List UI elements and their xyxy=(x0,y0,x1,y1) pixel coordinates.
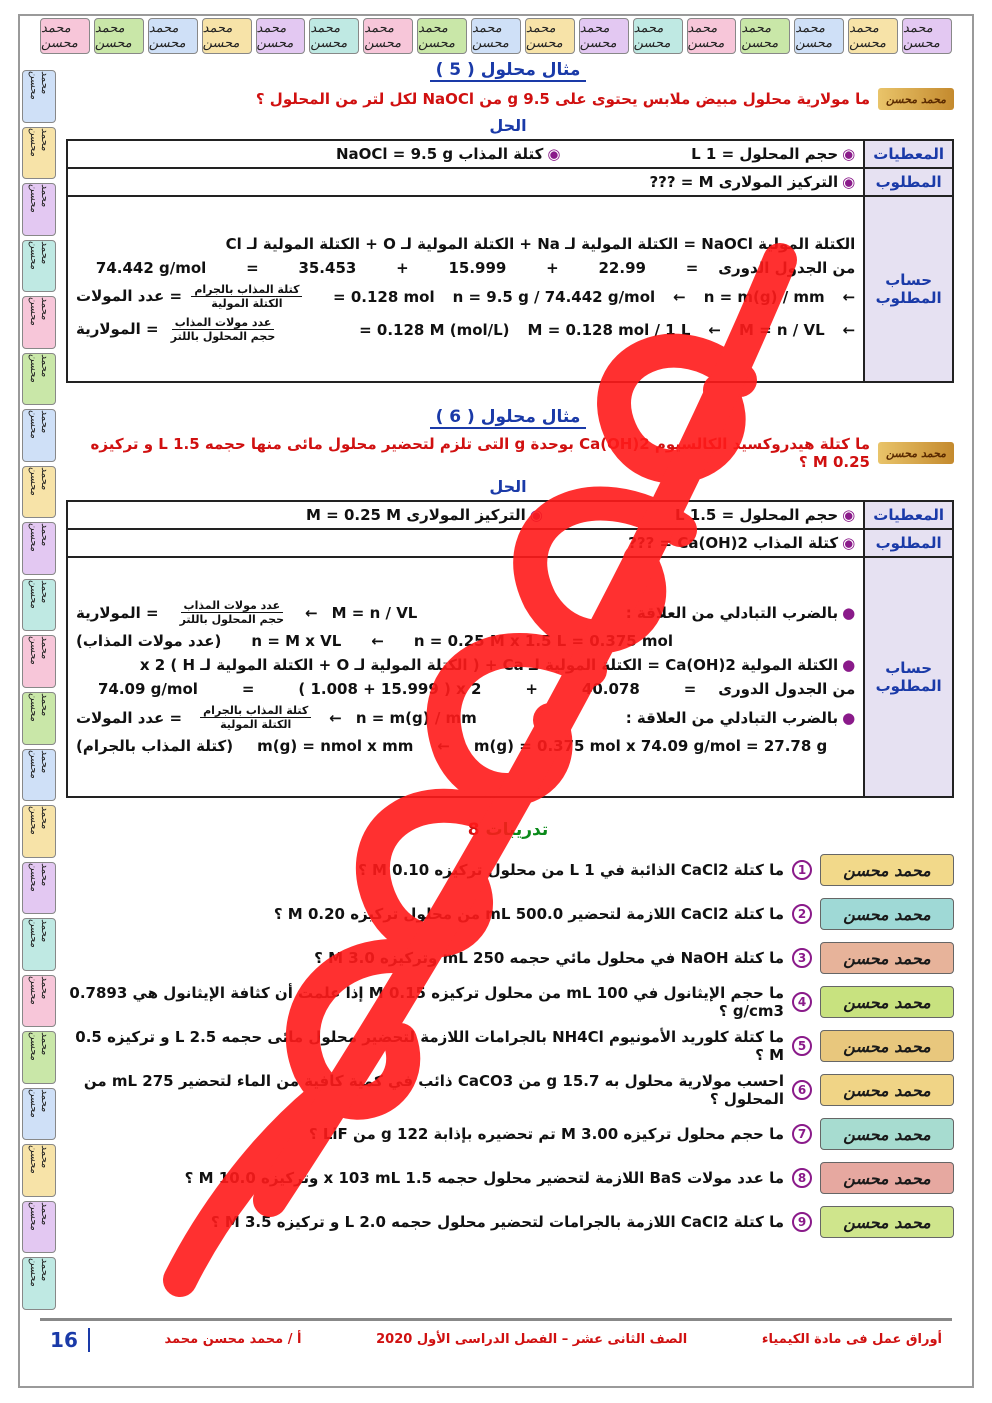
molar-mass-ca: 40.078 xyxy=(581,680,640,698)
molar-mass-total: 74.09 g/mol xyxy=(97,680,198,698)
moles-result: = 0.128 mol xyxy=(333,287,435,306)
moles-label: عدد المولات xyxy=(76,708,165,727)
drill-item xyxy=(62,848,954,892)
drill-number: 8 xyxy=(792,1168,812,1188)
target-bullet-icon: ◉ xyxy=(529,506,543,524)
decor-tile: محمد محسن xyxy=(740,18,790,54)
drill-item xyxy=(62,1024,954,1068)
drill-item xyxy=(62,1068,954,1112)
target-bullet-icon: ◉ xyxy=(842,506,856,524)
calculation-cell: ●بالضرب التبادلي من العلاقة : M = n / VL ← $\frac{\text{عدد مولات المذاب}}{\text{حجم المحلول باللتر}}$ = المولارية n = 0.25 M x 1.5 L = 0.375 mol ← n = M x VL (عدد مولات المذاب) ●الكتلة المولية Ca(OH)2 = الكتلة المولية لـ Ca + ( الكتلة المولية لـ O + الكتلة المولية لـ H ) x 2 من الجدول الدورى 74.09 g/mol = ( 1.008 + 15.999 ) x 2 + 40.078 = ●بالضرب التبادلي من العلاقة : n = m(g) / mm ← $\frac{\text{كتلة المذاب بالجرام}}{\text{الكتلة المولية}}$ = عدد المولات m(g) = 0.375 mol x 74.09 g/mol = 27.78 g ← m(g) = nmol x mm (كتلة المذاب بالجرام) xyxy=(67,557,864,797)
example-5-question xyxy=(62,88,954,110)
bullet-icon: ● xyxy=(842,603,856,622)
molarity-label: المولارية xyxy=(76,320,141,338)
givens-row xyxy=(67,501,953,529)
footer-author: أ / محمد محسن محمد xyxy=(164,1332,302,1347)
drill-number: 2 xyxy=(792,904,812,924)
decor-tile: محمد محسن xyxy=(22,1201,56,1254)
decor-tile: محمد محسن xyxy=(525,18,575,54)
givens-heading: المعطيات xyxy=(864,501,953,529)
required-row xyxy=(67,529,953,557)
decor-tile: محمد محسن xyxy=(471,18,521,54)
decor-tile: محمد محسن xyxy=(256,18,306,54)
moles-formula: n = m(g) / mm xyxy=(355,708,477,727)
decor-tile: محمد محسن xyxy=(848,18,898,54)
drill-text: ما كتلة CaCl2 اللازمة لتحضير 500.0 mL من محلول تركيزه 0.20 M ؟ xyxy=(273,905,784,923)
molar-mass-cl: 35.453 xyxy=(298,259,357,277)
decor-tile: محمد محسن xyxy=(202,18,252,54)
drills-title xyxy=(62,820,954,840)
moles-result: n = 0.25 M x 1.5 L = 0.375 mol xyxy=(413,632,673,650)
drill-text: ما كتلة NaOH في محلول مائي حجمه 250 mL وتركيزه 3.0 M ؟ xyxy=(314,949,784,967)
drills-title-text: تدريبات xyxy=(485,820,549,840)
moles-word-fraction xyxy=(191,283,302,310)
cross-multiply-label: بالضرب التبادلي من العلاقة : xyxy=(625,603,839,622)
example-5-solution-label: الحل xyxy=(489,116,527,135)
footer-term: الصف الثانى عشر – الفصل الدراسى الأول 2020 xyxy=(376,1332,688,1347)
decor-tile: محمد محسن xyxy=(22,1088,56,1141)
decor-tile: محمد محسن xyxy=(22,353,56,406)
givens-cell xyxy=(67,140,864,168)
drill-tag-logo: محمد محسن xyxy=(820,986,954,1018)
molarity-word-fraction xyxy=(177,599,288,626)
decor-tile: محمد محسن xyxy=(417,18,467,54)
molarity-label: المولارية xyxy=(76,603,141,622)
signature-logo: محمد محسن xyxy=(878,88,954,110)
example-6-title xyxy=(62,407,954,429)
fraction-denominator: حجم المحلول باللتر xyxy=(170,330,276,343)
moles-formula: n = M x VL xyxy=(251,632,342,650)
decor-tile: محمد محسن xyxy=(633,18,683,54)
example-6-solution-table xyxy=(66,500,954,798)
drill-text: احسب مولارية محلول به 15.7 g من CaCO3 ذائب في كمية كافية من الماء لتحضير 275 mL من المحلول ؟ xyxy=(83,1072,784,1108)
footer-subject: أوراق عمل فى مادة الكيمياء xyxy=(761,1332,942,1347)
decor-tile: محمد محسن xyxy=(22,522,56,575)
target-bullet-icon: ◉ xyxy=(842,534,856,552)
target-bullet-icon: ◉ xyxy=(842,145,856,163)
molarity-word-fraction xyxy=(168,316,279,343)
decor-tile: محمد محسن xyxy=(22,409,56,462)
drill-number: 7 xyxy=(792,1124,812,1144)
drill-text: ما حجم محلول تركيزه 3.00 M تم تحضيره بإذابة 122 g من LiF ؟ xyxy=(308,1125,784,1143)
required-value: التركيز المولارى M = ??? xyxy=(649,173,839,191)
decor-tile: محمد محسن xyxy=(22,862,56,915)
decor-tile: محمد محسن xyxy=(22,635,56,688)
calculation-heading: حساب المطلوب xyxy=(864,557,953,797)
decor-tile: محمد محسن xyxy=(22,975,56,1028)
decor-tile: محمد محسن xyxy=(22,1257,56,1310)
givens-row xyxy=(67,140,953,168)
decor-tile: محمد محسن xyxy=(309,18,359,54)
decor-tile: محمد محسن xyxy=(94,18,144,54)
example-5-question-text: ما مولارية محلول مبيض ملابس يحتوى على 9.5 g من NaOCl لكل لتر من المحلول ؟ xyxy=(255,90,870,108)
periodic-table-label: من الجدول الدورى xyxy=(718,259,856,277)
example-6-title-text: مثال محلول ( 6 ) xyxy=(430,407,587,429)
given-mass: كتلة المذاب NaOCl = 9.5 g xyxy=(336,145,544,163)
decor-tile: محمد محسن xyxy=(579,18,629,54)
drill-text: ما كتلة كلوريد الأمونيوم NH4Cl بالجرامات اللازمة لتحضير محلول مائى حجمه 2.5 L و تركيزه 0.5 M ؟ xyxy=(75,1028,784,1064)
example-5-title-text: مثال محلول ( 5 ) xyxy=(430,60,587,82)
givens-heading: المعطيات xyxy=(864,140,953,168)
moles-formula: n = m(g) / mm xyxy=(703,287,825,306)
example-5-solution-table xyxy=(66,139,954,383)
fraction-numerator: عدد مولات المذاب xyxy=(181,599,284,613)
given-volume: حجم المحلول = 1 L xyxy=(691,145,839,163)
moles-label: عدد المولات xyxy=(76,287,165,305)
fraction-numerator: كتلة المذاب بالجرام xyxy=(191,283,302,297)
fraction-numerator: عدد مولات المذاب xyxy=(172,316,275,330)
decor-tile: محمد محسن xyxy=(687,18,737,54)
drill-number: 5 xyxy=(792,1036,812,1056)
fraction-denominator: الكتلة المولية xyxy=(220,718,292,731)
moles-label: (عدد مولات المذاب) xyxy=(76,632,222,650)
target-bullet-icon: ◉ xyxy=(547,145,561,163)
worksheet-content xyxy=(62,58,954,1244)
drill-number: 4 xyxy=(792,992,812,1012)
drill-number: 9 xyxy=(792,1212,812,1232)
bullet-icon: ● xyxy=(842,708,856,727)
molarity-formula: M = n / VL xyxy=(738,320,825,339)
example-6-solution-label: الحل xyxy=(489,477,527,496)
example-5-title xyxy=(62,60,954,82)
molar-mass-oh: ( 1.008 + 15.999 ) x 2 xyxy=(298,680,482,698)
drills-list xyxy=(62,848,954,1244)
drill-tag-logo: محمد محسن xyxy=(820,942,954,974)
molar-mass-total: 74.442 g/mol xyxy=(95,259,207,277)
drill-item xyxy=(62,980,954,1024)
required-cell xyxy=(67,529,864,557)
drill-item xyxy=(62,1200,954,1244)
molarity-substitution: M = 0.128 mol / 1 L xyxy=(527,320,691,339)
decor-tile: محمد محسن xyxy=(794,18,844,54)
example-6-question xyxy=(62,435,954,471)
molar-mass-relation: الكتلة المولية NaOCl = الكتلة المولية لـ Na + الكتلة المولية لـ O + الكتلة المولية لـ Cl xyxy=(225,235,856,253)
decor-tile: محمد محسن xyxy=(902,18,952,54)
decor-tile: محمد محسن xyxy=(22,127,56,180)
decor-tile: محمد محسن xyxy=(22,70,56,123)
drill-item xyxy=(62,936,954,980)
drill-item xyxy=(62,1112,954,1156)
decor-tile: محمد محسن xyxy=(363,18,413,54)
calculation-heading: حساب المطلوب xyxy=(864,196,953,382)
decor-tile: محمد محسن xyxy=(22,1144,56,1197)
drill-tag-logo: محمد محسن xyxy=(820,1162,954,1194)
cross-multiply-label: بالضرب التبادلي من العلاقة : xyxy=(625,708,839,727)
required-row xyxy=(67,168,953,196)
decor-tile: محمد محسن xyxy=(22,579,56,632)
side-decoration-strip xyxy=(22,70,58,1310)
molar-mass-o: 15.999 xyxy=(448,259,507,277)
molar-mass-relation: الكتلة المولية Ca(OH)2 = الكتلة المولية لـ Ca + ( الكتلة المولية لـ O + الكتلة المولية لـ H ) x 2 xyxy=(139,656,839,674)
fraction-numerator: كتلة المذاب بالجرام xyxy=(200,704,311,718)
page-number: 16 xyxy=(50,1328,90,1352)
mass-label: (كتلة المذاب بالجرام) xyxy=(76,737,234,755)
decor-tile: محمد محسن xyxy=(148,18,198,54)
decor-tile: محمد محسن xyxy=(22,183,56,236)
example-6-question-text: ما كتلة هيدروكسيد الكالسيوم Ca(OH)2 بوحدة g التى تلزم لتحضير محلول مائى منها حجمه 1.5 L و تركيزه 0.25 M ؟ xyxy=(90,435,870,471)
required-value: كتلة المذاب Ca(OH)2 = ??? xyxy=(628,534,839,552)
fraction-denominator: الكتلة المولية xyxy=(211,297,283,310)
drill-tag-logo: محمد محسن xyxy=(820,854,954,886)
molar-mass-na: 22.99 xyxy=(598,259,646,277)
page-footer xyxy=(40,1318,952,1358)
mass-result: m(g) = 0.375 mol x 74.09 g/mol = 27.78 g xyxy=(473,737,828,755)
decor-tile: محمد محسن xyxy=(22,692,56,745)
drill-number: 1 xyxy=(792,860,812,880)
decor-tile: محمد محسن xyxy=(22,918,56,971)
drill-text: ما عدد مولات BaS اللازمة لتحضير محلول حجمه 1.5 x 103 mL وتركيزه 10.0 M ؟ xyxy=(184,1169,784,1187)
drill-tag-logo: محمد محسن xyxy=(820,1206,954,1238)
drill-number: 6 xyxy=(792,1080,812,1100)
bullet-icon: ● xyxy=(842,656,856,674)
moles-substitution: n = 9.5 g / 74.442 g/mol xyxy=(452,287,656,306)
drill-tag-logo: محمد محسن xyxy=(820,1030,954,1062)
top-decoration-strip xyxy=(40,18,952,58)
periodic-table-label: من الجدول الدورى xyxy=(718,680,856,698)
drill-tag-logo: محمد محسن xyxy=(820,898,954,930)
decor-tile: محمد محسن xyxy=(40,18,90,54)
givens-cell xyxy=(67,501,864,529)
drill-text: ما حجم الإيثانول في 100 mL من محلول تركيزه 0.15 M إذا علمت أن كثافة الإيثانول هي 0.7893 g/cm3 ؟ xyxy=(69,984,784,1020)
molarity-result: = 0.128 M (mol/L) xyxy=(359,320,510,339)
decor-tile: محمد محسن xyxy=(22,466,56,519)
given-volume: حجم المحلول = 1.5 L xyxy=(674,506,839,524)
drill-number: 3 xyxy=(792,948,812,968)
required-cell xyxy=(67,168,864,196)
calculation-row xyxy=(67,557,953,797)
decor-tile: محمد محسن xyxy=(22,805,56,858)
moles-word-fraction xyxy=(200,704,311,731)
drill-tag-logo: محمد محسن xyxy=(820,1074,954,1106)
mass-formula: m(g) = nmol x mm xyxy=(257,737,414,755)
target-bullet-icon: ◉ xyxy=(842,173,856,191)
drill-item xyxy=(62,892,954,936)
molarity-formula: M = n / VL xyxy=(331,603,418,622)
calculation-row xyxy=(67,196,953,382)
required-heading: المطلوب xyxy=(864,529,953,557)
decor-tile: محمد محسن xyxy=(22,296,56,349)
drill-item xyxy=(62,1156,954,1200)
calculation-cell: الكتلة المولية NaOCl = الكتلة المولية لـ Na + الكتلة المولية لـ O + الكتلة المولية لـ Cl من الجدول الدورى 74.442 g/mol = 35.453 + 15.999 + 22.99 = = 0.128 mol n = 9.5 g / 74.442 g/mol ← n = m(g) / mm ← $\frac{\text{كتلة المذاب بالجرام}}{\text{الكتلة المولية}}$ = عدد المولات = 0.128 M (mol/L) M = 0.128 mol / 1 L ← M = n / VL ← $\frac{\text{عدد مولات المذاب}}{\text{حجم المحلول باللتر}}$ = المولارية xyxy=(67,196,864,382)
fraction-denominator: حجم المحلول باللتر xyxy=(179,613,285,626)
drill-text: ما كتلة CaCl2 اللازمة بالجرامات لتحضير محلول حجمه 2.0 L و تركيزه 3.5 M ؟ xyxy=(210,1213,784,1231)
required-heading: المطلوب xyxy=(864,168,953,196)
drill-text: ما كتلة CaCl2 الذائبة في 1 L من محلول تركيزه 0.10 M ؟ xyxy=(358,861,784,879)
drill-tag-logo: محمد محسن xyxy=(820,1118,954,1150)
decor-tile: محمد محسن xyxy=(22,749,56,802)
decor-tile: محمد محسن xyxy=(22,1031,56,1084)
given-concentration: التركيز المولارى M = 0.25 M xyxy=(306,506,526,524)
drills-number: 8 xyxy=(467,820,480,840)
decor-tile: محمد محسن xyxy=(22,240,56,293)
signature-logo: محمد محسن xyxy=(878,442,954,464)
